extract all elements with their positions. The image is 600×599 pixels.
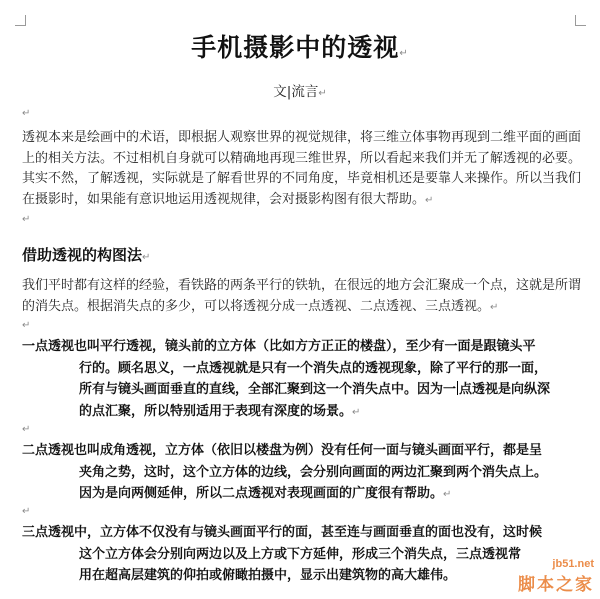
item-first-line: 三点透视中，立方体不仅没有与镜头画面平行的面，甚至连与画面垂直的面也没有，这时候 [22, 525, 543, 540]
title-text: 手机摄影中的透视 [191, 33, 400, 62]
section-heading-text: 借助透视的构图法 [22, 246, 143, 264]
item-first-line: 一点透视也叫平行透视，镜头前的立方体（比如方方正正的楼盘），至少有一面是跟镜头平 [22, 339, 536, 354]
item-line: 用在超高层建筑的仰拍或俯瞰拍摄中，显示出建筑物的高大雄伟。 [79, 568, 457, 583]
paragraph-mark-icon: ↵ [490, 301, 499, 313]
three-point-perspective-paragraph[interactable] [22, 522, 582, 587]
empty-paragraph-mark-icon: ↵ [22, 214, 31, 225]
section-heading[interactable] [22, 244, 150, 265]
empty-paragraph-mark-icon: ↵ [22, 108, 31, 119]
author-text: 文|流言 [273, 84, 319, 100]
paragraph-mark-icon: ↵ [352, 406, 361, 418]
watermark-url: jb51.net [552, 558, 594, 570]
paragraph-mark-icon: ↵ [443, 489, 452, 500]
empty-paragraph-mark-icon: ↵ [22, 506, 31, 517]
section-intro-paragraph[interactable] [22, 276, 582, 318]
author-line[interactable] [0, 80, 600, 100]
section-intro-text: 我们平时都有这样的经验，看铁路的两条平行的铁轨，在很远的地方会汇聚成一个点，这就是所谓的消失点。根据消失点的多少，可以将透视分成一点透视、二点透视、三点透视。 [22, 278, 582, 314]
paragraph-mark-icon: ↵ [142, 252, 151, 263]
item-line: 的点汇聚，所以特别适用于表现有深度的场景。↵ [79, 403, 361, 419]
empty-paragraph-mark-icon: ↵ [22, 424, 31, 435]
watermark-name: 脚本之家 [518, 575, 594, 594]
intro-text: 透视本来是绘画中的术语，即根据人观察世界的视觉规律，将三维立体事物再现到二维平面的画面上的相关方法。不过相机自身就可以精确地再现三维世界，所以看起来我们并无了解透视的必要。其实不然，了解透视，实际就是了解看世界的不同角度，毕竟相机还是要靠人来操作。所以当我们在摄影时，如果能有意识地运用透视规律，会对摄影构图有很大帮助。 [22, 130, 582, 207]
document-title[interactable] [0, 28, 600, 64]
page-corner-mark-top-left [15, 15, 26, 26]
intro-paragraph[interactable] [22, 128, 582, 211]
item-line: 这个立方体会分别向两边以及上方或下方延伸，形成三个消失点，三点透视常 [79, 546, 522, 562]
item-line: 所有与镜头画面垂直的直线，全部汇聚到这一个消失点中。因为一 点透视是向纵深 [79, 382, 551, 397]
two-point-perspective-paragraph[interactable] [22, 440, 582, 506]
page-corner-mark-top-right [575, 15, 586, 26]
item-first-line: 二点透视也叫成角透视，立方体（依旧以楼盘为例）没有任何一面与镜头画面平行，都是呈 [22, 443, 543, 458]
one-point-perspective-paragraph[interactable] [22, 336, 582, 423]
paragraph-mark-icon: ↵ [318, 88, 327, 99]
paragraph-mark-icon: ↵ [425, 194, 434, 206]
paragraph-mark-icon: ↵ [399, 48, 409, 59]
item-line: 夹角之势，这时，这个立方体的边线，会分别向画面的两边汇聚到两个消失点上。 [79, 464, 548, 480]
empty-paragraph-mark-icon: ↵ [22, 320, 31, 331]
item-line: 因为是向两侧延伸，所以二点透视对表现画面的广度很有帮助。↵ [79, 486, 452, 501]
item-line: 行的。顾名思义，一点透视就是只有一个消失点的透视现象，除了平行的那一面， [79, 360, 548, 376]
text-cursor [457, 381, 458, 395]
